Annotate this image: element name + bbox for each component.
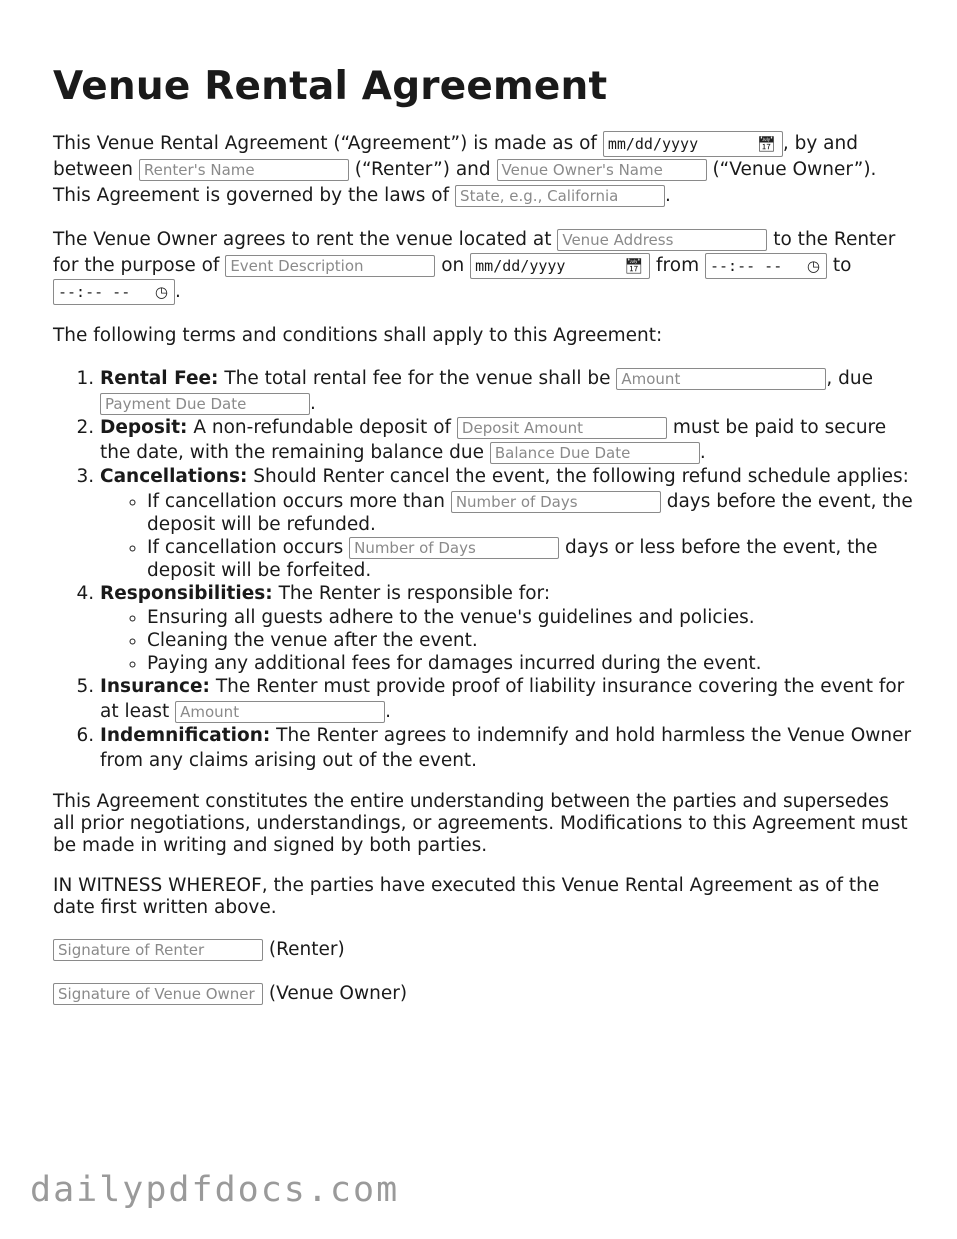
venue-text-4: from xyxy=(656,255,700,276)
insurance-amount-input[interactable]: Amount xyxy=(175,701,385,723)
venue-address-input[interactable]: Venue Address xyxy=(557,229,767,251)
responsibilities-list xyxy=(100,606,913,675)
venue-text-1: The Venue Owner agrees to rent the venue located at xyxy=(53,229,552,250)
term-text: , due xyxy=(826,368,873,389)
list-item: ◦ Ensuring all guests adhere to the venue's guidelines and policies. xyxy=(147,606,913,629)
calendar-icon[interactable]: 📅︎ xyxy=(624,257,644,275)
term-label: Indemnification: xyxy=(100,725,271,746)
term-label: Deposit: xyxy=(100,417,188,438)
date-value: mm/dd/yyyy xyxy=(475,257,566,275)
venue-text-5: to xyxy=(832,255,852,276)
clock-icon[interactable]: ◷ xyxy=(806,257,820,275)
renter-signature-label: (Renter) xyxy=(268,939,345,960)
list-item xyxy=(147,490,913,536)
renter-name-input[interactable]: Renter's Name xyxy=(139,159,349,181)
list-item xyxy=(147,536,913,582)
term-text: Should Renter cancel the event, the following refund schedule applies: xyxy=(253,466,909,487)
cancellation-list xyxy=(100,490,913,582)
calendar-icon[interactable]: 📅︎ xyxy=(756,135,776,153)
term-text: If cancellation occurs xyxy=(147,536,344,558)
term-text: days before the event, the deposit will be refunded. xyxy=(147,490,913,535)
forfeit-days-input[interactable]: Number of Days xyxy=(349,537,559,559)
owner-signature-input[interactable]: Signature of Venue Owner xyxy=(53,983,263,1005)
owner-signature-label: (Venue Owner) xyxy=(268,983,408,1004)
renter-signature-input[interactable]: Signature of Renter xyxy=(53,939,263,961)
time-value: --:-- -- xyxy=(710,257,783,275)
page-title: Venue Rental Agreement xyxy=(53,64,608,109)
balance-due-date-input[interactable]: Balance Due Date xyxy=(490,442,700,464)
term-label: Responsibilities: xyxy=(100,582,273,604)
term-text: days or less before the event, the deposit will be forfeited. xyxy=(147,536,878,581)
term-rental-fee xyxy=(100,367,913,416)
term-text: . xyxy=(310,392,316,414)
term-text: A non-refundable deposit of xyxy=(193,417,452,438)
date-value: mm/dd/yyyy xyxy=(607,135,699,153)
owner-name-input[interactable]: Venue Owner's Name xyxy=(497,159,707,181)
to-time-input[interactable] xyxy=(53,279,175,305)
time-value: --:-- -- xyxy=(58,283,131,301)
term-deposit xyxy=(100,416,913,465)
terms-intro: The following terms and conditions shall apply to this Agreement: xyxy=(53,325,663,346)
venue-paragraph xyxy=(53,227,913,305)
event-date-input[interactable] xyxy=(470,253,650,279)
term-text: must be paid to secure the date, with the remaining balance due xyxy=(100,417,887,463)
intro-text-5: . xyxy=(665,185,671,206)
list-item: ◦ Paying any additional fees for damages incurred during the event. xyxy=(147,652,913,675)
term-responsibilities xyxy=(100,582,913,676)
witness-paragraph: IN WITNESS WHEREOF, the parties have executed this Venue Rental Agreement as of the date first written above. xyxy=(53,875,880,918)
clock-icon[interactable]: ◷ xyxy=(154,283,168,301)
deposit-amount-input[interactable]: Deposit Amount xyxy=(457,417,667,439)
term-text: If cancellation occurs more than xyxy=(147,490,445,512)
watermark: dailypdfdocs.com xyxy=(30,1170,400,1210)
term-text: The Renter agrees to indemnify and hold harmless the Venue Owner from any claims arising out of the event. xyxy=(100,725,912,771)
venue-text-3: on xyxy=(441,255,465,276)
term-text: The Renter is responsible for: xyxy=(278,582,551,604)
rental-fee-amount-input[interactable]: Amount xyxy=(616,368,826,390)
term-text: The total rental fee for the venue shall be xyxy=(224,368,611,389)
term-label: Rental Fee: xyxy=(100,368,219,389)
list-item: ◦ Cleaning the venue after the event. xyxy=(147,629,913,652)
from-time-input[interactable] xyxy=(705,253,827,279)
intro-text-3: (“Renter”) and xyxy=(354,159,491,180)
refund-days-input[interactable]: Number of Days xyxy=(451,491,661,513)
term-label: Insurance: xyxy=(100,676,210,697)
term-text: The Renter must provide proof of liability insurance covering the event for at least xyxy=(100,676,905,722)
payment-due-date-input[interactable]: Payment Due Date xyxy=(100,393,310,415)
owner-signature-row xyxy=(53,981,913,1007)
term-text: . xyxy=(385,700,392,722)
venue-text-6: . xyxy=(175,281,181,302)
intro-text-4: (“Venue Owner”). This Agreement is governed by the laws of xyxy=(53,159,877,206)
intro-text-2: , by and between xyxy=(53,133,858,180)
renter-signature-row xyxy=(53,937,913,963)
venue-text-2: to the Renter for the purpose of xyxy=(53,229,896,276)
term-cancellations xyxy=(100,465,913,582)
intro-paragraph xyxy=(53,131,913,209)
event-description-input[interactable]: Event Description xyxy=(225,255,435,277)
term-insurance xyxy=(100,675,913,724)
intro-text-1: This Venue Rental Agreement (“Agreement”) is made as of xyxy=(53,133,597,154)
term-text: . xyxy=(699,441,706,463)
terms-list xyxy=(53,367,913,773)
term-indemnification xyxy=(100,724,913,773)
state-input[interactable]: State, e.g., California xyxy=(455,185,665,207)
term-label: Cancellations: xyxy=(100,466,248,487)
agreement-date-input[interactable] xyxy=(603,131,783,157)
entire-agreement-paragraph: This Agreement constitutes the entire understanding between the parties and supersedes all prior negotiations, understandings, or agreements. Modifications to this Agreement must be made in writing and signed by both parties. xyxy=(53,791,908,856)
agreement-document xyxy=(53,64,913,1025)
